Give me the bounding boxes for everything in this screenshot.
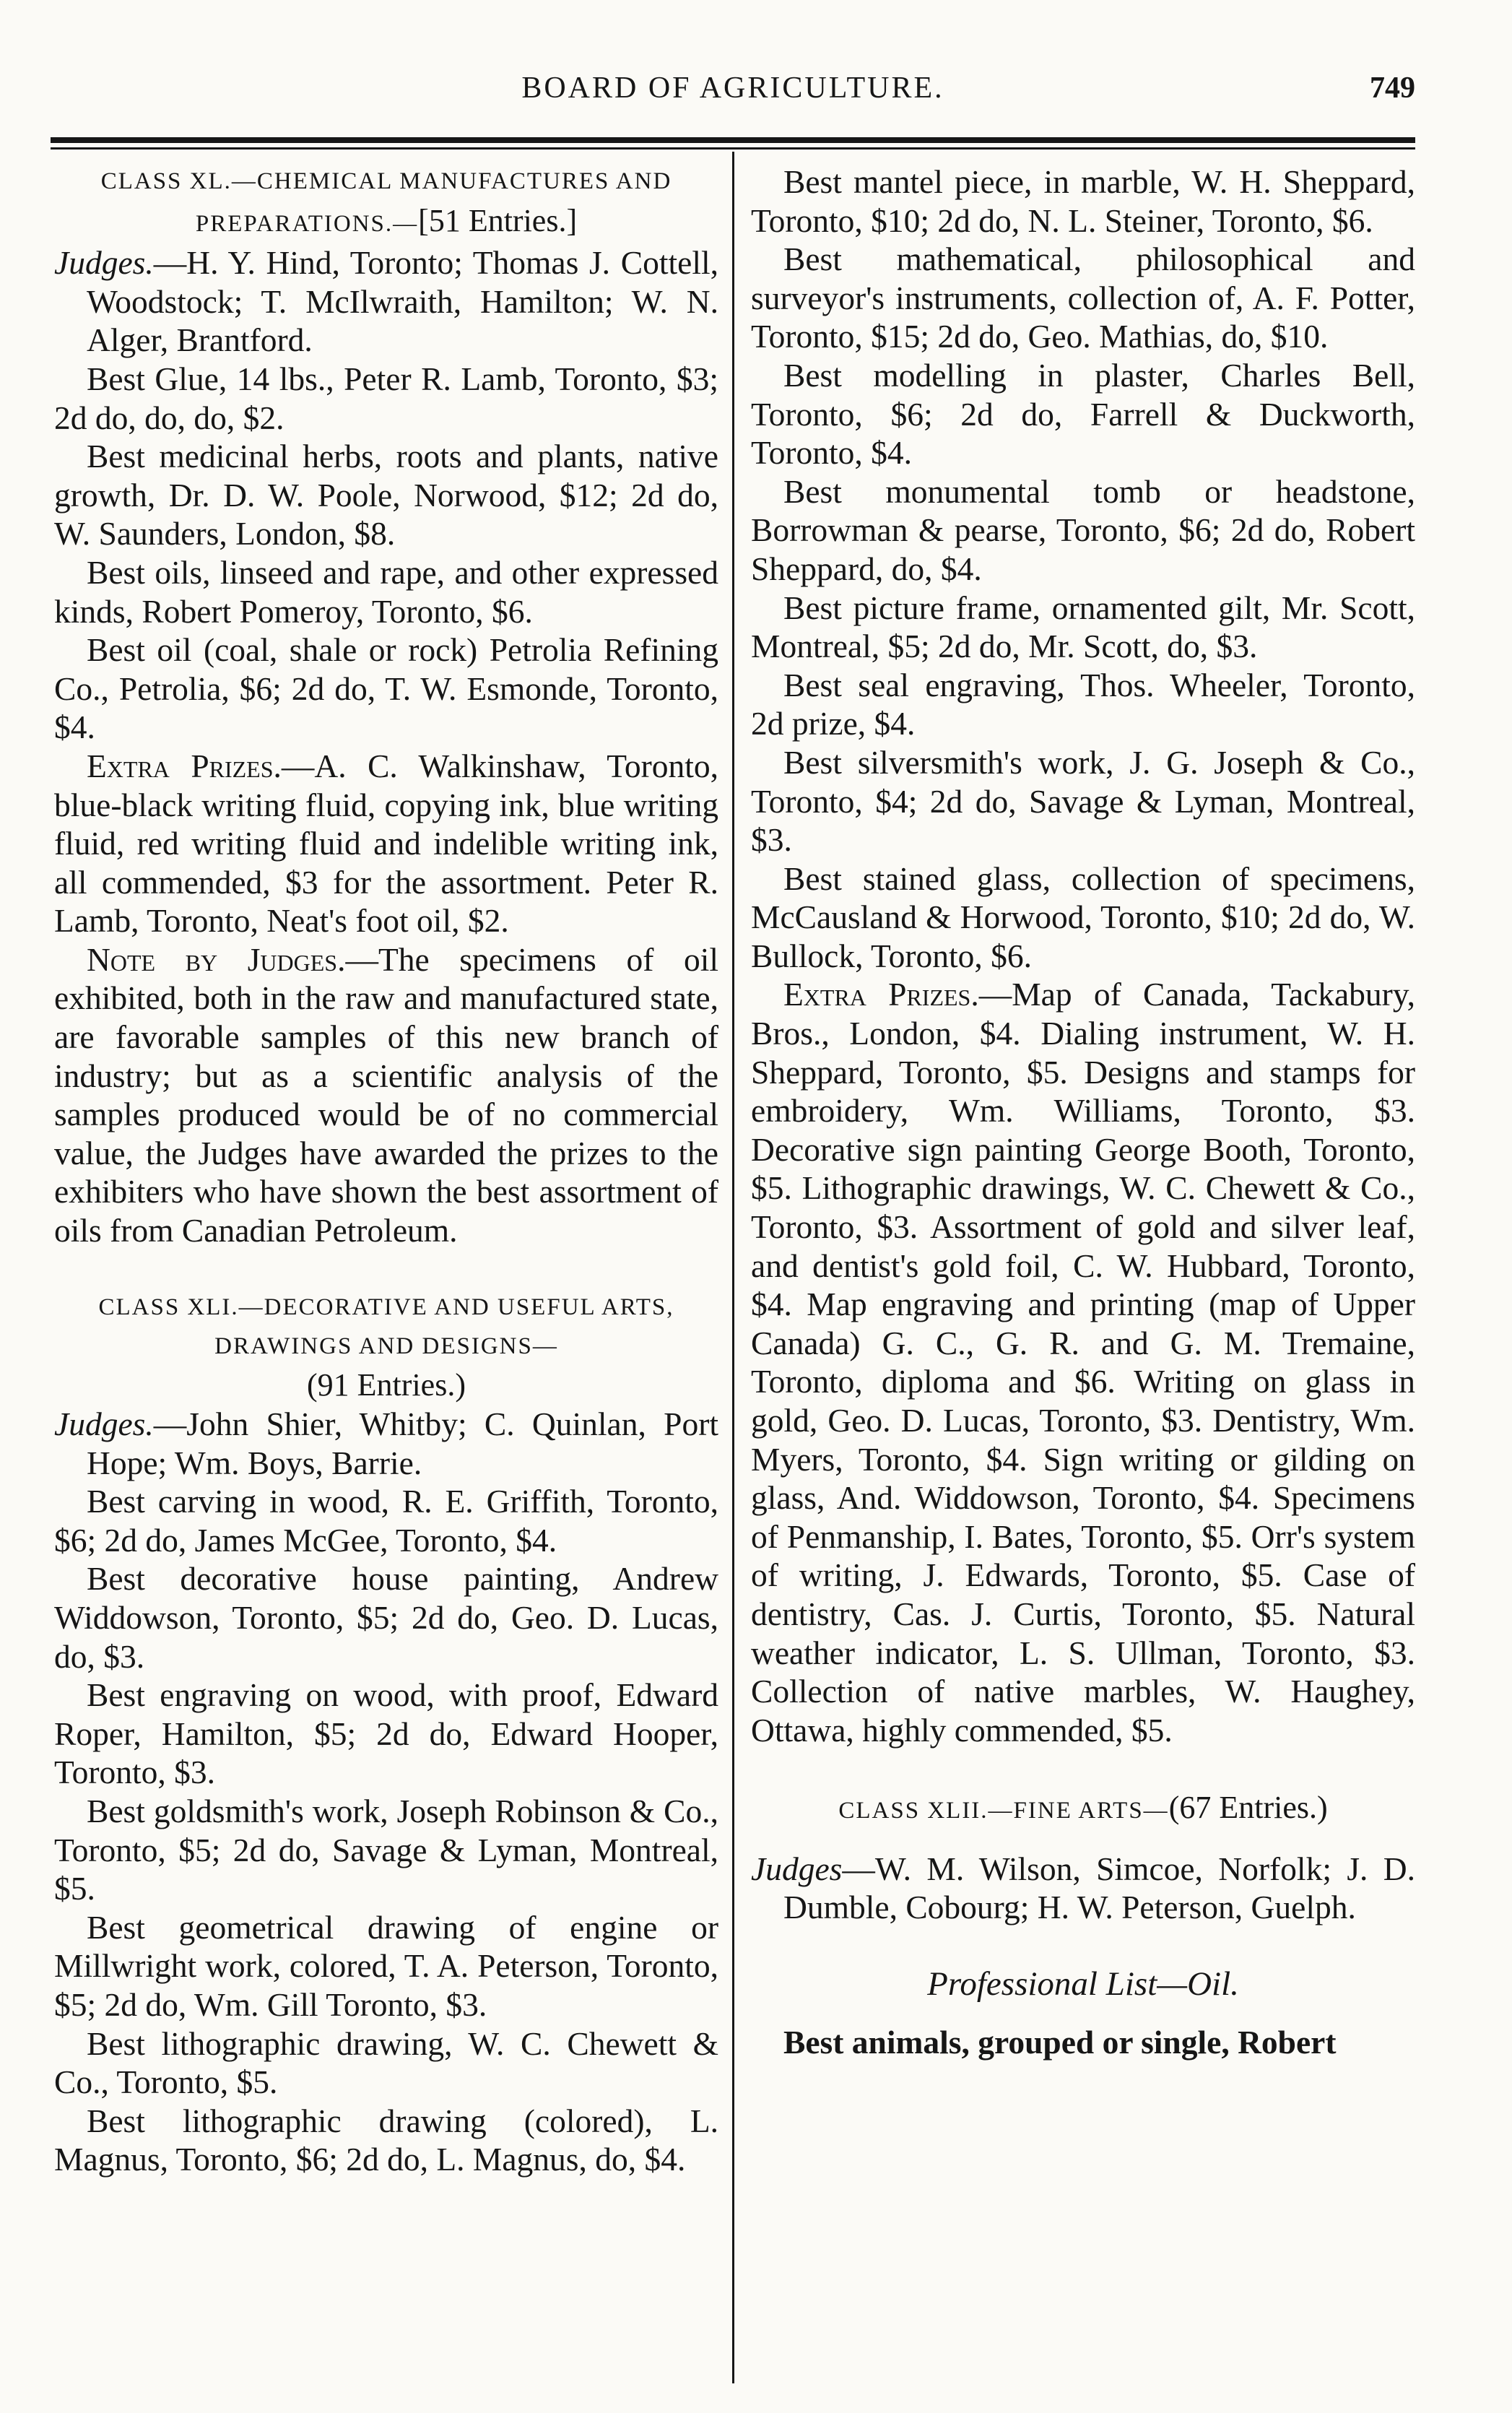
prize-entry: Best oil (coal, shale or rock) Petrolia Refining Co., Petrolia, $6; 2d do, T. W. Esmonde, Toronto, $4.	[54, 631, 718, 746]
prize-entry: Best seal engraving, Thos. Wheeler, Toronto, 2d prize, $4.	[751, 666, 1415, 742]
class-42-entries: (67 Entries.)	[1168, 1789, 1328, 1825]
extra-prizes	[751, 975, 1415, 1749]
right-column	[751, 163, 1415, 2062]
prize-entry: Best lithographic drawing, W. C. Chewett & Co., Toronto, $5.	[54, 2024, 718, 2101]
class-42-judges	[751, 1850, 1415, 1927]
prize-entry: Best oils, linseed and rape, and other expressed kinds, Robert Pomeroy, Toronto, $6.	[54, 553, 718, 630]
judges-note-label: Note by Judges.	[87, 940, 346, 978]
prize-entry: Best engraving on wood, with proof, Edward Roper, Hamilton, $5; 2d do, Edward Hooper, Toronto, $3.	[54, 1676, 718, 1791]
judges-names: —W. M. Wilson, Simcoe, Norfolk; J. D. Dumble, Cobourg; H. W. Peterson, Guelph.	[783, 1850, 1415, 1926]
prize-entry: Best picture frame, ornamented gilt, Mr. Scott, Montreal, $5; 2d do, Mr. Scott, do, $3.	[751, 589, 1415, 665]
header-rule-thick	[51, 137, 1415, 143]
prize-entry: Best silversmith's work, J. G. Joseph & Co., Toronto, $4; 2d do, Savage & Lyman, Montreal, $3.	[751, 743, 1415, 859]
class-40-judges	[54, 243, 718, 360]
class-40-heading	[54, 163, 718, 243]
class-41-judges	[54, 1405, 718, 1482]
prize-entry: Best monumental tomb or headstone, Borrowman & pearse, Toronto, $6; 2d do, Robert Sheppard, do, $4.	[751, 472, 1415, 587]
judges-note	[54, 940, 718, 1250]
class-41-entries: (91 Entries.)	[307, 1367, 466, 1403]
page-number: 749	[1370, 72, 1415, 105]
column-divider	[732, 152, 734, 2383]
prize-entry: Best decorative house painting, Andrew Widdowson, Toronto, $5; 2d do, Geo. D. Lucas, do, $3.	[54, 1560, 718, 1675]
extra-prizes-text: —Map of Canada, Tackabury, Bros., London, $4. Dialing instrument, W. H. Sheppard, Toronto, $5. Designs and stamps for embroidery, Wm. Williams, Toronto, $3. Decorative sign painting George Booth, Toronto, $5. Lithographic drawings, W. C. Chewett & Co., Toronto, $3. Assortment of gold and silver leaf, and dentist's gold foil, C. W. Hubbard, Toronto, $4. Map engraving and printing (map of Upper Canada) G. C., G. R. and G. M. Tremaine, Toronto, diploma and $6. Writing on glass in gold, Geo. D. Lucas, Toronto, $3. Dentistry, Wm. Myers, Toronto, $4. Sign writing or gilding on glass, And. Widdowson, Toronto, $4. Specimens of Penmanship, I. Bates, Toronto, $5. Orr's system of writing, J. Edwards, Toronto, $5. Case of dentistry, Cas. J. Curtis, Toronto, $5. Natural weather indicator, L. S. Ullman, Toronto, $3. Collection of native marbles, W. Haughey, Ottawa, highly commended, $5.	[751, 976, 1415, 1749]
prize-entry: Best mathematical, philosophical and surveyor's instruments, collection of, A. F. Potter, Toronto, $15; 2d do, Geo. Mathias, do, $10.	[751, 241, 1415, 355]
header-rule-thin	[51, 147, 1415, 150]
prize-entry: Best medicinal herbs, roots and plants, native growth, Dr. D. W. Poole, Norwood, $12; 2d do, W. Saunders, London, $8.	[54, 438, 718, 553]
judges-label: Judges.	[54, 1405, 154, 1442]
extra-prizes-label: Extra Prizes.	[783, 976, 979, 1013]
prize-entry: Best Glue, 14 lbs., Peter R. Lamb, Toronto, $3; 2d do, do, do, $2.	[54, 360, 718, 436]
class-42-heading	[751, 1788, 1415, 1831]
page-header	[51, 71, 1415, 136]
class-42-title: CLASS XLII.—FINE ARTS—	[838, 1797, 1169, 1824]
prize-entry: Best geometrical drawing of engine or Millwright work, colored, T. A. Peterson, Toronto, $5; 2d do, Wm. Gill Toronto, $3.	[54, 1908, 718, 2023]
judges-note-text: —The specimens of oil exhibited, both in the raw and manufactured state, are favorable samples of this new branch of industry; but as a scientific analysis of the samples produced would be of no commercial value, the Judges have awarded the prizes to the exhibiters who have shown the best assortment of oils from Canadian Petroleum.	[54, 940, 718, 1249]
extra-prizes	[54, 747, 718, 940]
class-40-title: CLASS XL.—CHEMICAL MANUFACTURES AND PREPARATIONS.—	[100, 168, 672, 237]
spacer	[751, 1927, 1415, 1966]
prize-entry: Best modelling in plaster, Charles Bell, Toronto, $6; 2d do, Farrell & Duckworth, Toronto, $4.	[751, 356, 1415, 472]
prize-entry: Best mantel piece, in marble, W. H. Sheppard, Toronto, $10; 2d do, N. L. Steiner, Toronto, $6.	[751, 163, 1415, 239]
spacer	[751, 1749, 1415, 1788]
section-title: Professional List—Oil.	[927, 1965, 1239, 2003]
left-column	[54, 163, 718, 2179]
running-title: BOARD OF AGRICULTURE.	[521, 72, 944, 105]
judges-label: Judges	[751, 1850, 843, 1887]
spacer	[751, 1831, 1415, 1850]
prize-entry: Best carving in wood, R. E. Griffith, Toronto, $6; 2d do, James McGee, Toronto, $4.	[54, 1483, 718, 1559]
prize-entry: Best stained glass, collection of specimens, McCausland & Horwood, Toronto, $10; 2d do, W. Bullock, Toronto, $6.	[751, 859, 1415, 974]
spacer	[751, 2004, 1415, 2023]
prize-entry: Best goldsmith's work, Joseph Robinson & Co., Toronto, $5; 2d do, Savage & Lyman, Montreal, $5.	[54, 1792, 718, 1907]
prize-entry: Best lithographic drawing (colored), L. Magnus, Toronto, $6; 2d do, L. Magnus, do, $4.	[54, 2102, 718, 2178]
extra-prizes-label: Extra Prizes.	[87, 747, 282, 784]
extra-prizes-text: —A. C. Walkinshaw, Toronto, blue-black writing fluid, copying ink, blue writing fluid, red writing fluid and indelible writing ink, all commended, $3 for the assortment. Peter R. Lamb, Toronto, Neat's foot oil, $2.	[54, 747, 718, 940]
prize-entry: Best animals, grouped or single, Robert	[783, 2023, 1337, 2061]
class-41-heading	[54, 1288, 718, 1405]
judges-label: Judges.	[54, 244, 154, 282]
judges-names: —John Shier, Whitby; C. Quinlan, Port Hope; Wm. Boys, Barrie.	[87, 1405, 718, 1481]
judges-names: —H. Y. Hind, Toronto; Thomas J. Cottell, Woodstock; T. McIlwraith, Hamilton; W. N. Alger, Brantford.	[87, 244, 718, 359]
class-40-entries: [51 Entries.]	[418, 202, 578, 238]
spacer	[54, 1250, 718, 1289]
class-41-title: CLASS XLI.—DECORATIVE AND USEFUL ARTS, DRAWINGS AND DESIGNS—	[98, 1294, 674, 1359]
